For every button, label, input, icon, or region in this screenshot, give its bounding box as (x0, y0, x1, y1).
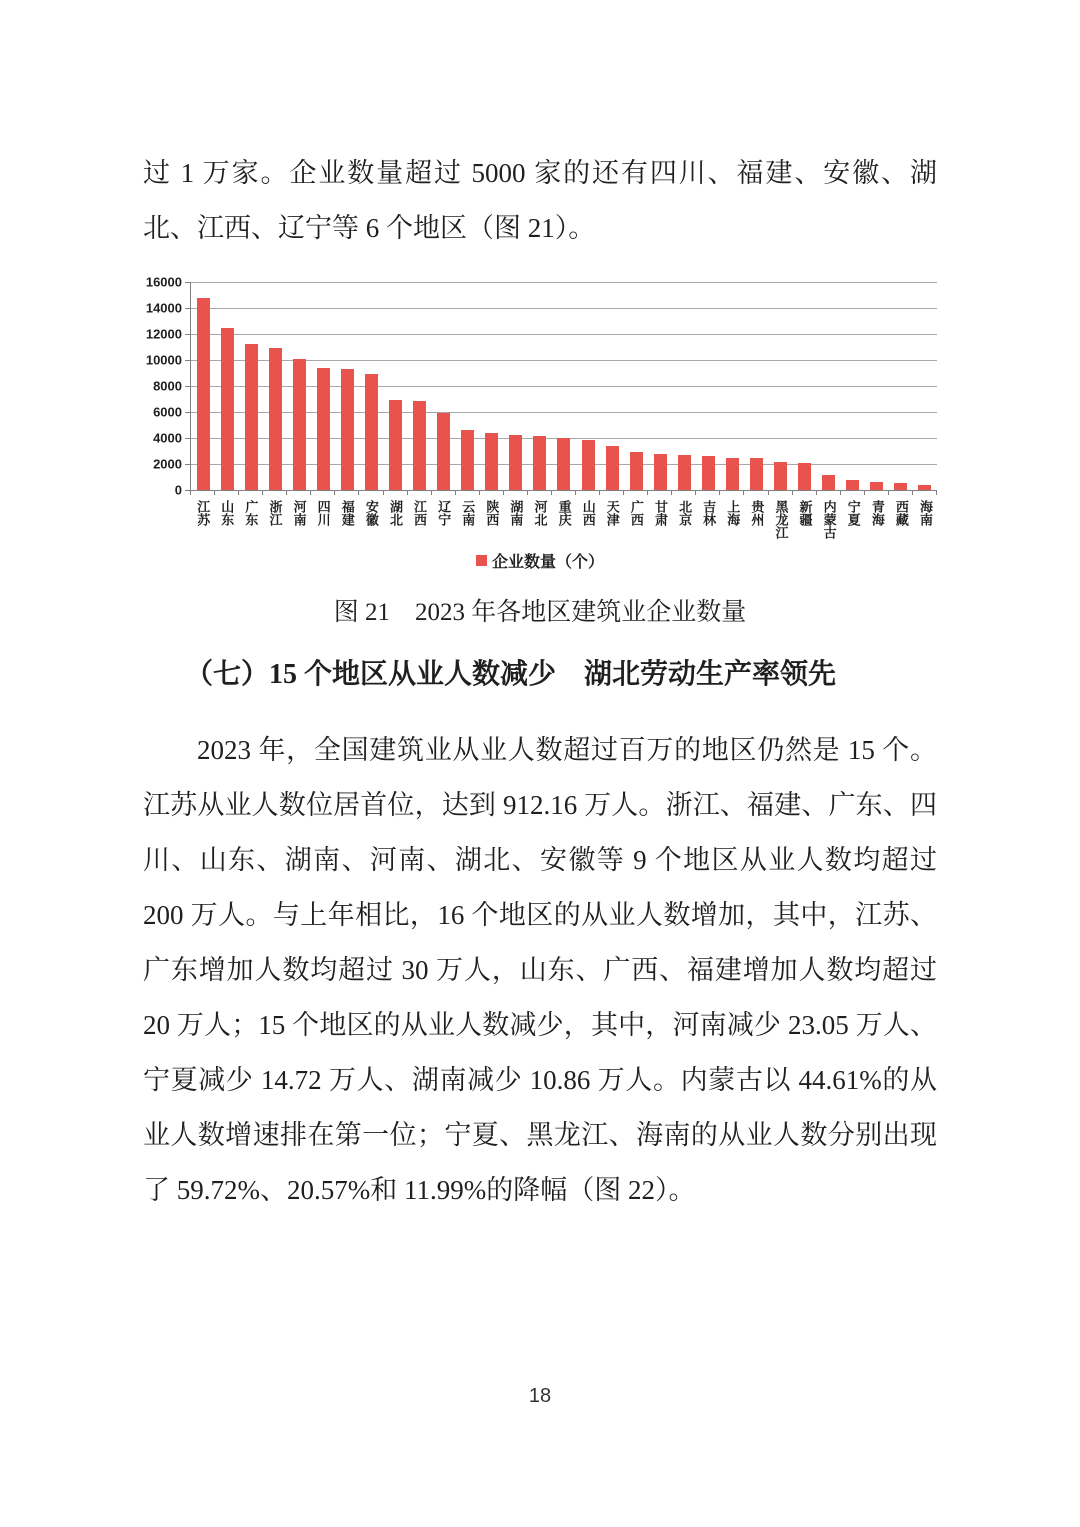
y-axis-label: 0 (174, 482, 182, 498)
bar (918, 485, 931, 490)
x-axis-label: 安徽 (363, 500, 379, 526)
x-axis-label-slot (816, 495, 840, 539)
bar-slot (817, 282, 841, 490)
bar (365, 374, 378, 490)
bar (678, 455, 691, 490)
x-axis-label: 贵州 (749, 500, 765, 526)
bar (533, 436, 546, 490)
x-axis-label-slot (696, 495, 720, 539)
page-number: 18 (528, 1385, 552, 1407)
x-axis-label-slot (503, 495, 527, 539)
x-axis-label-slot (407, 495, 431, 539)
bar (341, 369, 354, 490)
bar-slot (600, 282, 624, 490)
bar (245, 344, 258, 490)
x-axis-label: 西藏 (893, 500, 909, 526)
y-axis-label: 8000 (153, 378, 182, 394)
bar (774, 462, 787, 490)
bar-slot (504, 282, 528, 490)
bar-slot (720, 282, 744, 490)
bar-slot (889, 282, 913, 490)
bar-slot (576, 282, 600, 490)
bar-slot (408, 282, 432, 490)
x-axis-label-slot (768, 495, 792, 539)
x-axis-label: 海南 (918, 500, 933, 526)
x-axis-label-slot (672, 495, 696, 539)
y-axis-label: 16000 (145, 274, 182, 290)
x-axis-label-slot (286, 495, 310, 539)
bar-slot (769, 282, 793, 490)
x-axis-label: 天津 (604, 500, 620, 526)
chart-x-axis-labels (190, 495, 937, 539)
bar (822, 475, 835, 490)
bar-slot (456, 282, 480, 490)
x-axis-label: 浙江 (267, 500, 283, 526)
bar-slot (672, 282, 696, 490)
x-axis-label-slot (792, 495, 816, 539)
bar-slot (841, 282, 865, 490)
bar-slot (359, 282, 383, 490)
bar-slot (432, 282, 456, 490)
bar (413, 401, 426, 490)
x-axis-label-slot (648, 495, 672, 539)
x-axis-label-slot (431, 495, 455, 539)
y-axis-label: 14000 (145, 300, 182, 316)
x-axis-label: 重庆 (556, 500, 572, 526)
bar-slot (528, 282, 552, 490)
bar-slot (648, 282, 672, 490)
intro-paragraph: 过 1 万家。企业数量超过 5000 家的还有四川、福建、安徽、湖北、江西、辽宁等 6 个地区（图 21）。 (143, 158, 937, 243)
chart-plot-area (145, 274, 937, 498)
bar (317, 368, 330, 490)
x-axis-label-slot (335, 495, 359, 539)
bar-slot (335, 282, 359, 490)
x-axis-label: 甘肃 (652, 500, 668, 526)
x-axis-label: 陕西 (484, 500, 500, 526)
x-axis-label: 北京 (677, 500, 693, 526)
x-axis-label: 河南 (291, 500, 307, 526)
body-paragraph: 2023 年，全国建筑业从业人数超过百万的地区仍然是 15 个。江苏从业人数位居首位，达到 912.16 万人。浙江、福建、广东、四川、山东、湖南、河南、湖北、安徽等 9 个地区从业人数均超过 200 万人。与上年相比，16 个地区的从业人数增加，其中，江苏、广东增加人数均超过 30 万人，山东、广西、福建增加人数均超过 20 万人；15 个地区的从业人数减少，其中，河南减少 23.05 万人、宁夏减少 14.72 万人、湖南减少 10.86 万人。内蒙古以 44.61%的从业人数增速排在第一位；宁夏、黑龙江、海南的从业人数分别出现了 59.72%、20.57%和 11.99%的降幅（图 22）。 (143, 735, 937, 1205)
bar (630, 452, 643, 490)
x-axis-label: 内蒙古 (821, 500, 837, 539)
bar-slot (744, 282, 768, 490)
x-axis-label: 江西 (412, 500, 428, 526)
bar-chart (143, 274, 937, 572)
bar (606, 446, 619, 490)
x-axis-label: 山东 (219, 500, 235, 526)
bar (293, 359, 306, 490)
bar-slot (384, 282, 408, 490)
x-axis-label: 新疆 (797, 500, 813, 526)
x-axis-label: 上海 (725, 500, 741, 526)
bar (726, 458, 739, 491)
x-axis-label-slot (841, 495, 865, 539)
bar-slot (865, 282, 889, 490)
x-axis-label-slot (576, 495, 600, 539)
x-axis-label-slot (720, 495, 744, 539)
x-axis-label: 辽宁 (436, 500, 452, 526)
bar (509, 435, 522, 490)
x-axis-label-slot (913, 495, 937, 539)
bar (485, 433, 498, 490)
bar-slot (480, 282, 504, 490)
x-axis-label: 福建 (339, 500, 355, 526)
x-axis-label-slot (214, 495, 238, 539)
figure-caption: 图 21 2023 年各地区建筑业企业数量 (333, 599, 747, 626)
x-axis-label: 青海 (869, 500, 885, 526)
bar (582, 440, 595, 490)
bar (654, 454, 667, 490)
x-axis-label: 山西 (580, 500, 596, 526)
x-axis-label-slot (238, 495, 262, 539)
x-axis-label-slot (551, 495, 575, 539)
y-axis-label: 12000 (145, 326, 182, 342)
bar-slot (311, 282, 335, 490)
x-axis-label: 云南 (460, 500, 476, 526)
bar (846, 480, 859, 490)
bar (221, 328, 234, 491)
x-axis-label-slot (262, 495, 286, 539)
bar (750, 458, 763, 490)
bar (437, 413, 450, 490)
bar-slot (696, 282, 720, 490)
section-heading: （七）15 个地区从业人数减少 湖北劳动生产率领先 (185, 659, 837, 690)
legend-label: 企业数量（个） (491, 554, 604, 571)
x-axis-label: 黑龙江 (773, 500, 789, 539)
x-axis-label: 湖北 (387, 500, 403, 526)
y-axis-tick (185, 490, 191, 491)
x-axis-label: 江苏 (195, 500, 211, 526)
y-axis-label: 10000 (145, 352, 182, 368)
bar-slot (793, 282, 817, 490)
x-axis-label: 湖南 (508, 500, 524, 526)
bar (389, 400, 402, 490)
x-axis-label: 河北 (532, 500, 548, 526)
bar-slot (913, 282, 937, 490)
bar-slot (191, 282, 215, 490)
bar-slot (552, 282, 576, 490)
chart-legend (143, 549, 937, 572)
x-axis-label-slot (889, 495, 913, 539)
x-axis-label-slot (479, 495, 503, 539)
bar (197, 298, 210, 490)
x-axis-label-slot (744, 495, 768, 539)
x-axis-label-slot (624, 495, 648, 539)
x-axis-label: 广西 (628, 500, 644, 526)
bar (557, 438, 570, 490)
bar (894, 483, 907, 490)
x-axis-label-slot (359, 495, 383, 539)
bar (870, 482, 883, 490)
bar-slot (239, 282, 263, 490)
y-axis-label: 2000 (153, 456, 182, 472)
x-axis-label-slot (455, 495, 479, 539)
x-axis-label-slot (190, 495, 214, 539)
bar-slot (287, 282, 311, 490)
x-axis-label-slot (865, 495, 889, 539)
bar (702, 456, 715, 490)
x-axis-label-slot (527, 495, 551, 539)
bar (798, 463, 811, 490)
bar-slot (263, 282, 287, 490)
bar (461, 430, 474, 490)
x-axis-label-slot (600, 495, 624, 539)
y-axis-label: 4000 (153, 430, 182, 446)
x-axis-label: 吉林 (701, 500, 717, 526)
legend-color-swatch (476, 555, 487, 566)
bars-container (191, 282, 937, 490)
x-axis-label: 四川 (315, 500, 331, 526)
x-axis-label-slot (310, 495, 334, 539)
x-axis-label: 宁夏 (845, 500, 861, 526)
y-axis-label: 6000 (153, 404, 182, 420)
bar-slot (215, 282, 239, 490)
x-axis-label-slot (383, 495, 407, 539)
x-axis-label: 广东 (243, 500, 259, 526)
bar (269, 348, 282, 490)
bar-slot (624, 282, 648, 490)
